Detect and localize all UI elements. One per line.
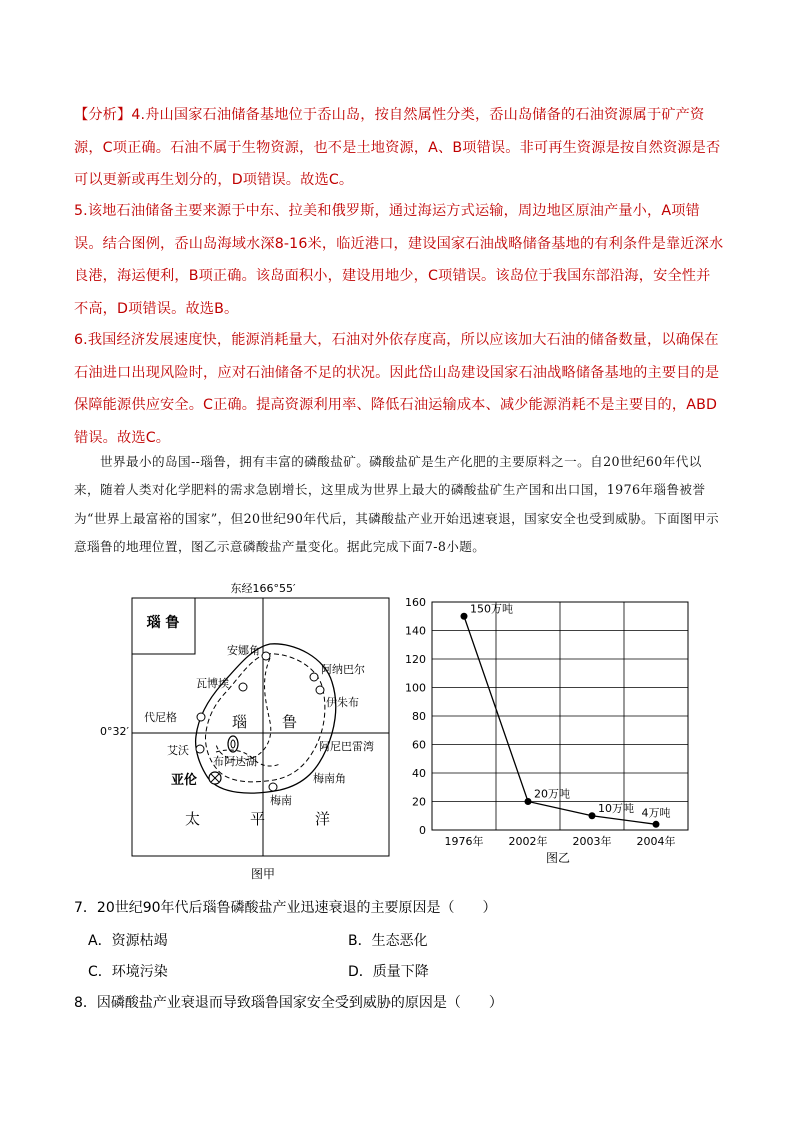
place-buada: 布阿达湖 [213, 755, 257, 768]
map-figure [100, 572, 400, 888]
analysis-tag: 【分析】 [74, 107, 132, 123]
settlement-ijuw [316, 686, 324, 694]
island-name-2: 鲁 [282, 713, 298, 731]
place-anna: 安娜角 [227, 644, 260, 657]
chart-x-tick-label: 2004年 [636, 835, 676, 848]
chart-point [653, 821, 660, 828]
chart-y-tick-label: 60 [412, 738, 426, 752]
question-7-option-d[interactable]: D．质量下降 [348, 964, 429, 980]
chart-point [461, 613, 468, 620]
place-yaren: 亚伦 [171, 773, 198, 788]
place-anabar: 阿纳巴尔 [321, 663, 365, 676]
question-7-option-b[interactable]: B．生态恶化 [348, 933, 428, 949]
chart-y-tick-label: 120 [405, 653, 426, 666]
map-caption: 图甲 [250, 867, 276, 881]
settlement-meneng [269, 783, 277, 791]
analysis-paragraph-6: 6.我国经济发展速度快，能源消耗量大，石油对外依存度高，所以应该加大石油的储备数量，以确保在石油进口出现风险时，应对石油储备不足的状况。因此岱山岛建设国家石油战略储备基地的主要目的是保障能源供应安全。C正确。提高资源利用率、降低石油运输成本、减少能源消耗不是主要目的，ABD错误。故选C。 [74, 332, 720, 446]
settlement-anna [262, 652, 270, 660]
settlement-denig [197, 713, 205, 721]
question-7-option-c[interactable]: C．环境污染 [88, 964, 168, 980]
settlement-aiwo [196, 745, 204, 753]
map-latitude-label: 0°32′ [100, 725, 129, 738]
chart-data-label: 150万吨 [470, 602, 513, 616]
island-name-1: 瑙 [232, 713, 248, 731]
map-longitude-label: 东经166°55′ [230, 582, 296, 595]
chart-point [589, 812, 596, 819]
place-denig: 代尼格 [144, 711, 177, 724]
question-8: 8．因磷酸盐产业衰退而导致瑙鲁国家安全受到威胁的原因是（ ） [74, 995, 503, 1011]
chart-y-tick-label: 0 [419, 824, 426, 837]
question-7: 7．20世纪90年代后瑙鲁磷酸盐产业迅速衰退的主要原因是（ ） [74, 900, 497, 916]
island-outline [196, 644, 336, 793]
place-wabo: 瓦博埃 [196, 677, 229, 690]
buada-lake-inner [231, 740, 235, 748]
chart-y-tick-label: 20 [412, 795, 426, 809]
analysis-paragraph-4 [74, 99, 724, 197]
chart-y-tick-label: 140 [405, 624, 426, 638]
settlement-anabar [310, 673, 318, 681]
question-7-option-a[interactable]: A．资源枯竭 [88, 933, 168, 949]
chart-x-tick-label: 1976年 [444, 835, 484, 848]
chart-x-ticks [445, 834, 676, 848]
ocean-label-1: 太 [185, 810, 201, 828]
chart-data-label: 4万吨 [641, 806, 671, 820]
chart-point [525, 798, 532, 805]
production-chart [392, 582, 702, 872]
chart-y-tick-label: 160 [405, 596, 426, 609]
place-meneng-cape: 梅南角 [313, 772, 346, 785]
chart-x-tick-label: 2003年 [572, 835, 612, 848]
material-intro: 世界最小的岛国--瑙鲁，拥有丰富的磷酸盐矿。磷酸盐矿是生产化肥的主要原料之一。自20世纪60年代以来，随着人类对化学肥料的需求急剧增长，这里成为世界上最大的磷酸盐矿生产国和出口国，1976年瑙鲁被誉为“世界上最富裕的国家”，但20世纪90年代后，其磷酸盐产业开始迅速衰退，国家安全也受到威胁。下面图甲示意瑙鲁的地理位置，图乙示意磷酸盐产量变化。据此完成下面7-8小题。 [74, 454, 720, 554]
chart-y-tick-label: 80 [412, 710, 426, 723]
ocean-label-3: 洋 [315, 810, 331, 828]
chart-y-ticks [405, 596, 426, 837]
chart-y-tick-label: 40 [412, 767, 426, 780]
chart-data-labels [470, 601, 671, 819]
capital-yaren-symbol [209, 772, 221, 784]
buada-lake [228, 736, 238, 752]
chart-caption: 图乙 [545, 851, 571, 865]
chart-y-tick-label: 100 [405, 681, 426, 695]
analysis-paragraph-5: 5.该地石油储备主要来源于中东、拉美和俄罗斯，通过海运方式运输，周边地区原油产量小，A项错误。结合图例，岙山岛海域水深8-16米，临近港口，建设国家石油战略储备基地的有利条件是靠近深水良港，海运便利，B项正确。该岛面积小，建设用地少，C项错误。该岛位于我国东部沿海，安全性并不高，D项错误。故选B。 [74, 203, 724, 317]
map-inset-label: 瑙 鲁 [146, 615, 180, 631]
place-aiwo: 艾沃 [167, 744, 189, 757]
settlement-wabo [239, 683, 247, 691]
ocean-label-2: 平 [250, 810, 266, 828]
chart-data-label: 20万吨 [534, 787, 570, 801]
place-ijuw: 伊朱布 [326, 696, 359, 709]
chart-x-tick-label: 2002年 [508, 835, 548, 848]
place-anibare: 阿尼巴雷湾 [319, 740, 374, 753]
place-meneng: 梅南 [270, 794, 292, 807]
chart-data-label: 10万吨 [598, 801, 634, 815]
analysis-text-4: 4.舟山国家石油储备基地位于岙山岛，按自然属性分类，岙山岛储备的石油资源属于矿产资源，C项正确。石油不属于生物资源，也不是土地资源，A、B项错误。非可再生资源是按自然资源是否可以更新或再生划分的，D项错误。故选C。 [74, 107, 721, 188]
